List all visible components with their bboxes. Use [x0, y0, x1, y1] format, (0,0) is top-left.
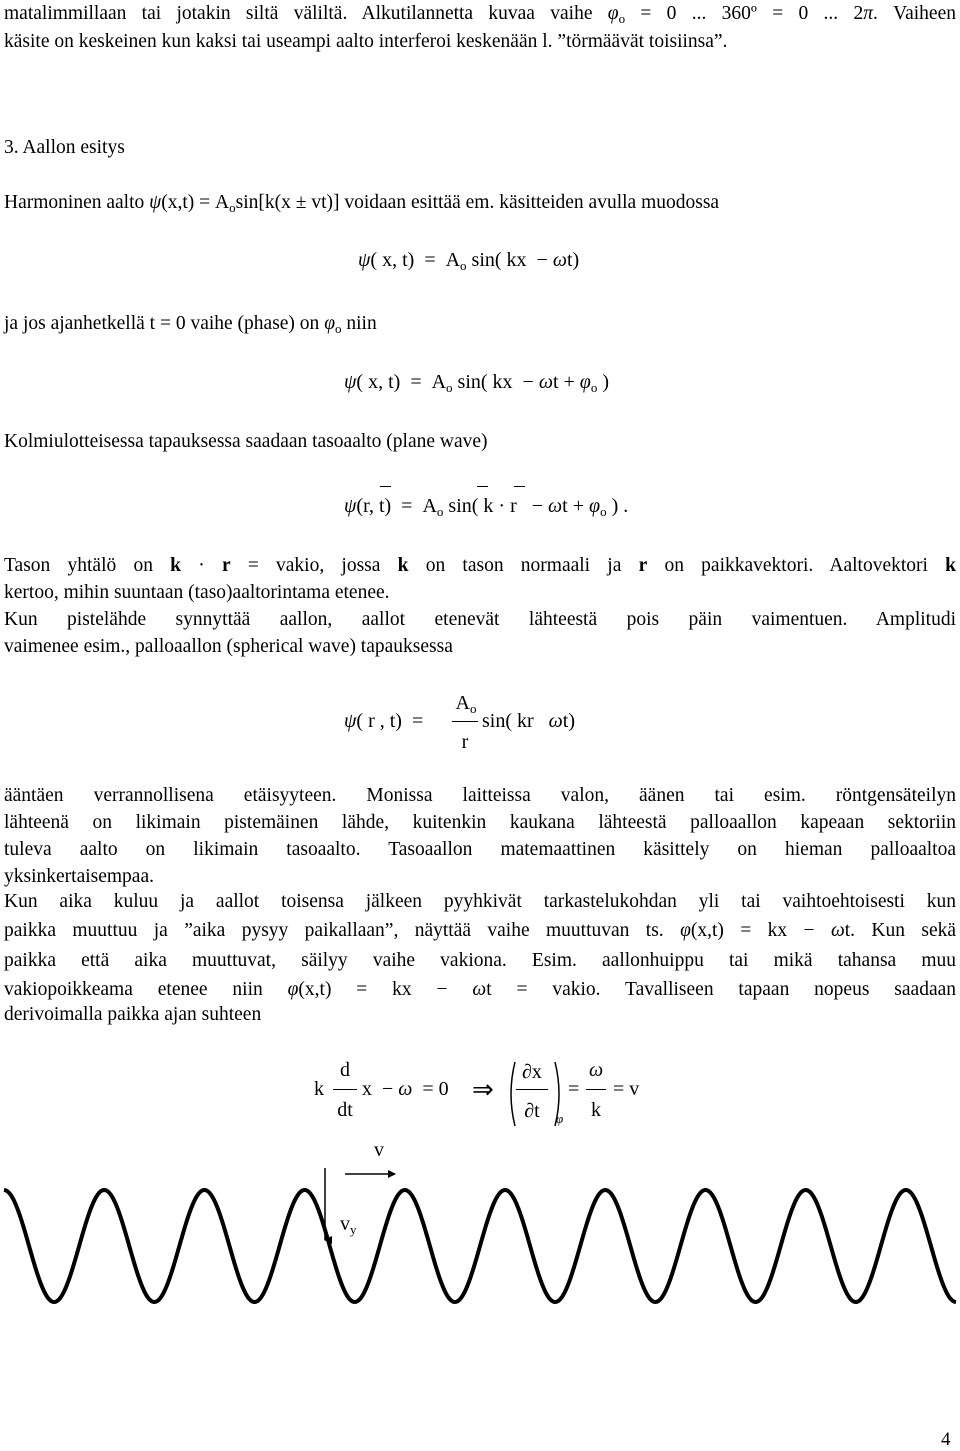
- equation-spherical-rhs: sin( kr ωt): [482, 710, 576, 732]
- eq5-omega-numerator: ω: [588, 1059, 604, 1081]
- implies-arrow: ⇒: [472, 1075, 494, 1104]
- vector-bar-r: [380, 486, 391, 487]
- vector-bar-k: [477, 486, 488, 487]
- eq5-partial-numerator: ∂x: [522, 1061, 542, 1083]
- eq5-k: k: [314, 1078, 324, 1100]
- page-number: 4: [941, 1429, 951, 1450]
- section-heading: 3. Aallon esitys: [4, 137, 125, 158]
- sine-wave-curve: [4, 1190, 956, 1302]
- eq5-d-numerator: d: [340, 1059, 350, 1081]
- para2-line-2: lähteenä on likimain pistemäinen lähde, kuitenkin kaukana lähteestä palloaallon kapeaan sektoriin: [4, 812, 956, 833]
- eq5-middle: x − ω = 0: [362, 1078, 449, 1100]
- tason-line-1: Tason yhtälö on k · r = vakio, jossa k on tason normaali ja r on paikkavektori. Aaltovektori k: [4, 555, 957, 576]
- para2-line-1: ääntäen verrannollisena etäisyyteen. Monissa laitteissa valon, äänen tai esim. röntgensäteilyn: [4, 785, 956, 806]
- eq5-d-bar: [333, 1089, 357, 1090]
- intro-line-1: matalimmillaan tai jotakin siltä väliltä. Alkutilannetta kuvaa vaihe $\varphi_o = 0$ ... 360º = 0 ... 2π. Vaiheen: [4, 3, 956, 26]
- harmonic-line: Harmoninen aalto $\psi(x,t) = A_o\sin[k(x \pm vt)]$ voidaan esittää em. käsitteiden avulla muodossa: [4, 192, 720, 215]
- spherical-denominator: r: [461, 731, 469, 753]
- plane-wave-line: Kolmiulotteisessa tapauksessa saadaan tasoaalto (plane wave): [4, 431, 488, 452]
- equation-spherical-lhs: ψ( r , t) =: [344, 710, 424, 732]
- para2-line-3: tuleva aalto on likimain tasoaalto. Tasoaallon matemaattinen käsittely on hieman palloaaltoa: [4, 839, 956, 860]
- eq5-omega-bar: [586, 1089, 606, 1090]
- eq5-d-denominator: dt: [337, 1099, 353, 1121]
- para3-line-1: Kun aika kuluu ja aallot toisensa jälkeen pyyhkivät tarkastelukohdan yli tai vaihtoehtoisesti kun: [4, 891, 956, 912]
- equation-plane-wave: ψ(r, $t) = A_o$ sin( k · r − $\omega t + \varphi_o$ ) .: [344, 495, 629, 519]
- sine-wave-figure: [0, 1168, 960, 1318]
- wave-vy-label: $v_y$: [340, 1213, 357, 1237]
- para2-line-4: yksinkertaisempaa.: [4, 866, 154, 887]
- equation-wave-basic: ψ( x, $t) = A_o$ sin( kx − ωt): [358, 249, 580, 273]
- tason-line-4: vaimenee esim., palloaallon (spherical wave) tapauksessa: [4, 636, 453, 657]
- vector-bar-r2: [514, 486, 525, 487]
- para3-line-2: paikka muuttuu ja ”aika pysyy paikallaan”, näyttää vaihe muuttuvan ts. φ(x,t) = kx − ωt. Kun sekä: [4, 920, 957, 941]
- para3-line-5: derivoimalla paikka ajan suhteen: [4, 1004, 262, 1025]
- spherical-numerator: $A_o$: [455, 692, 477, 716]
- equation-wave-phase: ψ( x, $t) = A_o$ sin( kx − $\omega t + \varphi_o$ ): [344, 371, 610, 395]
- eq5-omega-denominator: k: [591, 1099, 601, 1121]
- para3-line-4: vakiopoikkeama etenee niin φ(x,t) = kx − ωt = vakio. Tavalliseen tapaan nopeus saadaan: [4, 979, 957, 1000]
- eq5-partial-subscript: φ: [556, 1111, 564, 1126]
- eq5-equals: =: [568, 1078, 580, 1100]
- vector-r-1: r: [363, 495, 369, 517]
- phase-line: ja jos ajanhetkellä t = 0 vaihe (phase) on $\varphi_o$ niin: [4, 313, 377, 336]
- eq5-partial-denominator: ∂t: [524, 1100, 540, 1122]
- tason-line-2: kertoo, mihin suuntaan (taso)aaltorintama etenee.: [4, 582, 390, 603]
- spherical-fraction-bar: [452, 721, 478, 722]
- eq5-equals-v: = v: [613, 1078, 640, 1100]
- wave-velocity-label: v: [374, 1139, 384, 1161]
- intro-line-2: käsite on keskeinen kun kaksi tai useampi aalto interferoi keskenään l. ”törmäävät toisiinsa”.: [4, 31, 728, 52]
- eq5-partial-bar: [516, 1089, 548, 1090]
- tason-line-3: Kun pistelähde synnyttää aallon, aallot etenevät lähteestä pois päin vaimentuen. Amplitudi: [4, 609, 956, 630]
- para3-line-3: paikka että aika muuttuvat, säilyy vaihe vakiona. Esim. aallonhuippu tai mikä tahansa muu: [4, 950, 956, 971]
